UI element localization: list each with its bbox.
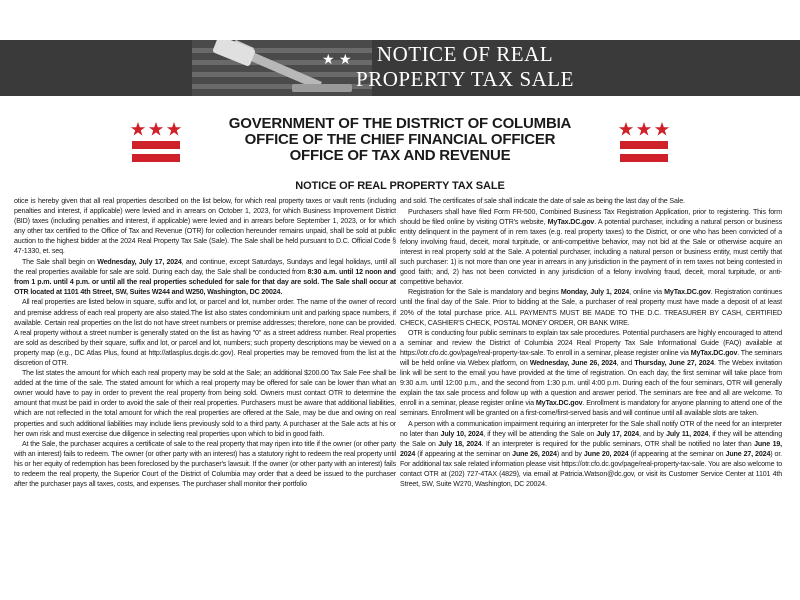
paragraph: otice is hereby given that all real properties described on the list below, for which real property taxes or vault rents (including penalties and interest, if applicable) were levied and in arrears on October 1, 2023, for which Business Improvement District (BID) taxes (including penalties and interest, if applicable) were levied and in arrears before September 1, 2023, or for which any other tax certified to the Office of Tax and Revenue (OTR) for collection hereunder remains unpaid, shall be sold at public auction to the highest bidder at the 2024 Real Property Tax Sale (Sale). The Sale shall be held pursuant to D.C. Official Code § 47-1330, et. seq. [14,197,396,256]
left-column [14,196,396,600]
paragraph: A person with a communication impairment requiring an interpreter for the Sale shall notify OTR of the need for an interpreter no later than July 10, 2024, if they will be attending the Sale on July 17, 2024, and by July 11, 2024, if they will be attending the Sale on July 18, 2024. If an interpreter is required for the public seminars, OTR shall be notified no later than June 19, 2024 (if appearing at the seminar on June 26, 2024) and by June 20, 2024 (if appearing at the seminar on June 27, 2024) or. For additional tax sale related information please visit https://otr.cfo.dc.gov/page/real-property-tax-sale. You are also welcome to contact OTR at (202) 727-4TAX (4829), via email at Patricia.Watson@dc.gov, or visit its Customer Service Center at 1101 4th Street, SW, Suite W270, Washington, DC 20024. [400,420,782,489]
government-line1: GOVERNMENT OF THE DISTRICT OF COLUMBIA [228,115,572,132]
banner-title-line2: PROPERTY TAX SALE [356,67,574,91]
notice-heading: NOTICE OF REAL PROPERTY TAX SALE [295,180,505,192]
paragraph: Registration for the Sale is mandatory and begins Monday, July 1, 2024, online via MyTax.DC.gov. Registration continues until the final day of the Sale. Prior to bidding at the Sale, a purchaser of real property must have made a deposit of at least 20% of the total purchase price. ALL PAYMENTS MUST BE MADE TO THE D.C. TREASURER BY CASH, CERTIFIED CHECK, CASHIER'S CHECK, POSTAL MONEY ORDER, OR BANK WIRE. [400,288,782,327]
dc-flag-icon [130,120,182,164]
paragraph: Purchasers shall have filed Form FR-500, Combined Business Tax Registration Application, prior to registering. This form should be filed online by visiting OTR's website, MyTax.DC.gov. A potential purchaser, including a natural person or business entity delinquent in the payment of in rem taxes (e.g. real property taxes) to the District, or one who has been convicted of a felony involving fraud, deceit, moral turpitude, or anti-competitive behavior, may not bid at the Sale or otherwise acquire an interest in real property sold at the Sale. A potential purchaser, including a natural person or business entity, must certify that such purchaser: 1) is not more than one year in arrears in any jurisdiction in the payment of in rem taxes not being contested in good faith; and, 2) has not been convicted in any jurisdiction of a felony involving fraud, deceit, moral turpitude, or anti-competitive behavior. [400,207,782,286]
government-line3: OFFICE OF TAX AND REVENUE [289,147,511,164]
header-banner [0,40,800,96]
paragraph: The Sale shall begin on Wednesday, July 17, 2024, and continue, except Saturdays, Sundays and legal holidays, until all the real properties available for sale are sold. During each day, the Sale shall be conducted from 8:30 a.m. until 12 noon and from 1 p.m. until 4 p.m. or until all the real properties scheduled for sale for that day are sold. The Sale shall occur at OTR located at 1101 4th Street, SW, Suites W244 and W250, Washington, DC 20024. [14,257,396,296]
paragraph: OTR is conducting four public seminars to explain tax sale procedures. Potential purchasers are highly encouraged to attend a seminar and review the District of Columbia 2024 Real Property Tax Sale Informational Guide (FAQ) available at https://otr.cfo.dc.gov/page/real-property-tax-sale. To enroll in a seminar, please register online via MyTax.DC.gov. The seminars will be held online via Webex platform, on Wednesday, June 26, 2024, and Thursday, June 27, 2024. The Webex invitation link will be sent to the email you have provided at the time of registration. On each day, the first seminar will take place from 9:30 a.m. until 12:00 p.m., and the second from 1:30 p.m. until 4:00 p.m. During each of the four seminars, OTR will generally explain the tax sale process and follow up with a question and answer period. The seminars are free and all are welcome. To enroll in a seminar, please register online via MyTax.DC.gov. Enrollment is mandatory for anyone planning to attend one of the seminars. Enrollment will be granted on a first-come/first-served basis and will continue until all available slots are taken. [400,329,782,418]
banner-title-line1: NOTICE OF REAL [376,42,554,66]
government-line2: OFFICE OF THE CHIEF FINANCIAL OFFICER [244,131,556,148]
right-column [400,196,782,600]
government-heading [200,116,600,164]
paragraph: and sold. The certificates of sale shall indicate the date of sale as being the last day of the Sale. [400,197,685,205]
banner-title [340,42,590,92]
paragraph: At the Sale, the purchaser acquires a certificate of sale to the real property that may ripen into title if the owner (or other party with an interest) fails to redeem. The owner (or other party with an interest) has a statutory right to redeem the real property until his or her equity of redemption has been foreclosed by the purchaser's lawsuit. If the owner (or other party with an interest) fails to redeem the real property, the Superior Court of the District of Columbia may order that a deed be issued to the purchaser after the purchaser pays all taxes, costs, and expenses. The purchaser shall monitor their portfolio [14,440,396,489]
paragraph: All real properties are listed below in square, suffix and lot, or parcel and lot, number order. The name of the owner of record and premise address of each real property are also stated.The list also states condominium unit and parking space numbers, if available. Certain real properties on the list do not have street numbers or premise addresses; therefore, none can be provided. A real property without a street number is generally stated on the list as having "0" as a street address number. Real properties are sold as described by their square, suffix and lot, or parcel and lot, numbers; such property descriptions may be viewed on a property map (e.g., DC Atlas Plus, found at http://atlasplus.dcgis.dc.gov). Real properties may be removed from the list at the discretion of OTR. [14,298,396,367]
paragraph: The list states the amount for which each real property may be sold at the Sale; an additional $200.00 Tax Sale Fee shall be added at the time of the sale. The stated amount for which a real property may be offered for sale can be lower than what an owner would have to pay in order to prevent the real property from being sold. Owners must contact OTR to determine the amount that must be paid in order to avoid the sale of their real properties. Purchasers must be aware that additional liabilities, which are not reflected in the total amount for which the real properties are offered at the Sale, may be due and owing on real properties and such additional liabilities may include liens previously sold to a third party. A purchaser at the Sale acts at his or her own risk and must exercise due diligence in selecting real properties upon which to bid in good faith. [14,369,396,438]
svg-text:★ ★: ★ ★ [322,52,352,68]
dc-flag-icon [618,120,670,164]
